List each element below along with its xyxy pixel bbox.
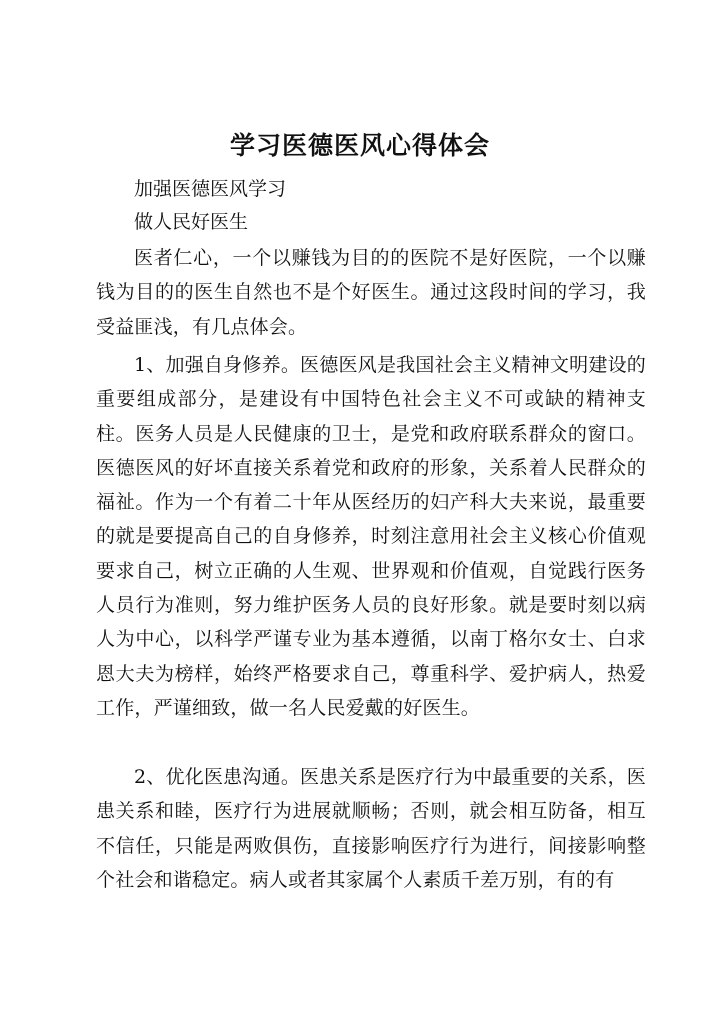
page-title: 学习医德医风心得体会 [229,131,490,160]
subtitle-strengthen-study: 加强医德医风学习 [134,178,287,200]
paragraph-self-cultivation: 1、加强自身修养。医德医风是我国社会主义精神文明建设的重要组成部分，是建设有中国特色社会主义不可或缺的精神支柱。医务人员是人民健康的卫士，是党和政府联系群众的窗口。医德医风的好坏直接关系着党和政府的形象，关系着人民群众的福祉。作为一个有着二十年从医经历的妇产科大夫来说，最重要的就是要提高自己的自身修养，时刻注意用社会主义核心价值观要求自己，树立正确的人生观、世界观和价值观，自觉践行医务人员行为准则，努力维护医务人员的良好形象。就是要时刻以病人为中心，以科学严谨专业为基本遵循，以南丁格尔女士、白求恩大夫为榜样，始终严格要求自己，尊重科学、爱护病人，热爱工作，严谨细致，做一名人民爱戴的好医生。 [96,354,646,719]
paragraph-communication: 2、优化医患沟通。医患关系是医疗行为中最重要的关系，医患关系和睦，医疗行为进展就顺畅；否则，就会相互防备，相互不信任，只能是两败俱伤，直接影响医疗行为进行，间接影响整个社会和谐稳定。病人或者其家属个人素质千差万别，有的有 [96,766,646,891]
subtitle-good-doctor: 做人民好医生 [134,211,249,233]
paragraph-intro: 医者仁心，一个以赚钱为目的的医院不是好医院，一个以赚钱为目的的医生自然也不是个好医生。通过这段时间的学习，我受益匪浅，有几点体会。 [96,247,646,338]
